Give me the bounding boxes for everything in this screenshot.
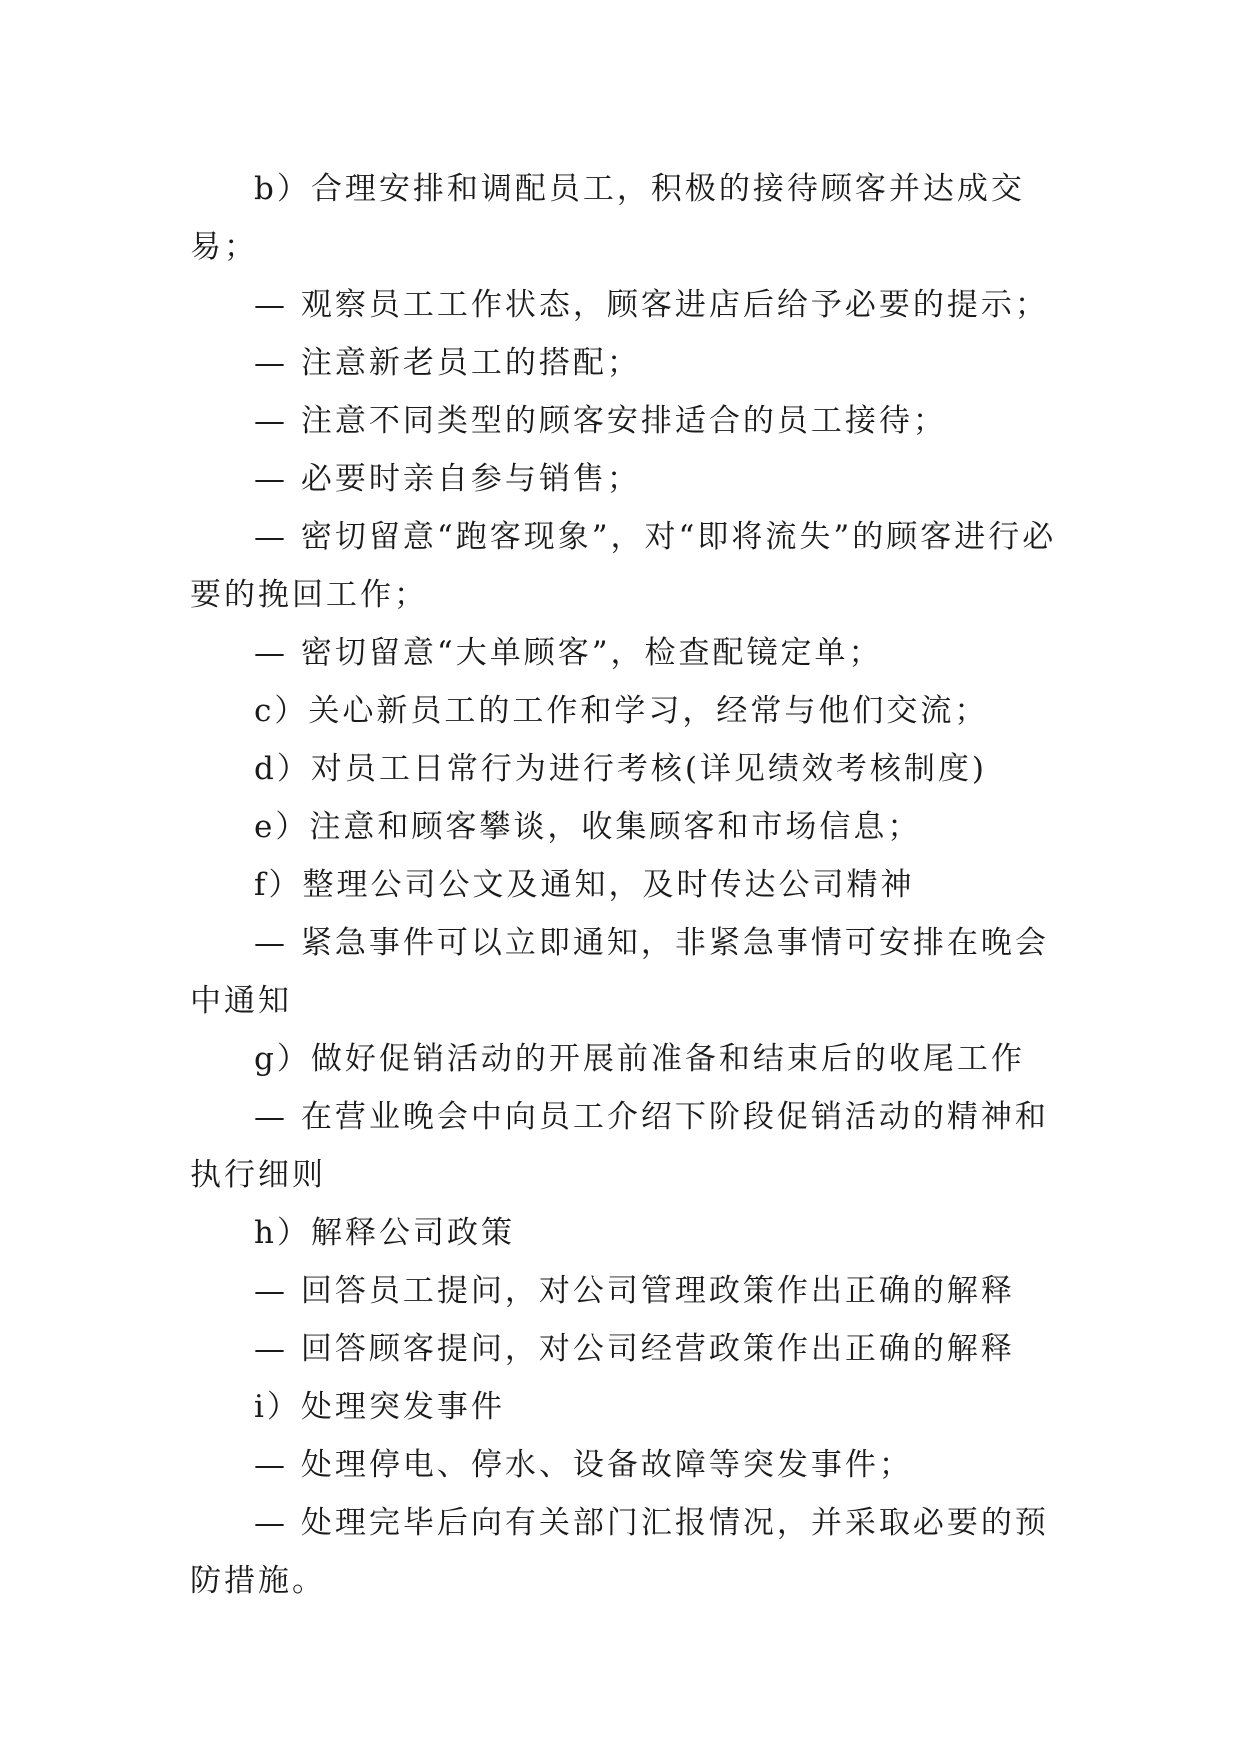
list-item-big-orders: — 密切留意“大单顾客”，检查配镜定单；	[254, 635, 883, 671]
list-item-promo-briefing: — 在营业晚会中向员工介绍下阶段促销活动的精神和执行细则	[190, 1099, 1049, 1193]
list-item-urgent-notice: — 紧急事件可以立即通知，非紧急事情可安排在晚会中通知	[190, 925, 1049, 1019]
list-item-staff-questions: — 回答员工提问，对公司管理政策作出正确的解释	[254, 1273, 1015, 1309]
list-item-customer-questions: — 回答顾客提问，对公司经营政策作出正确的解释	[254, 1331, 1015, 1367]
paragraph-b: b）合理安排和调配员工，积极的接待顾客并达成交易；	[190, 171, 1025, 265]
document-body	[190, 160, 1060, 1610]
list-item-customer-types: — 注意不同类型的顾客安排适合的员工接待；	[254, 403, 947, 439]
paragraph-i: i）处理突发事件	[254, 1389, 505, 1425]
list-item-report-prevention: — 处理完毕后向有关部门汇报情况，并采取必要的预防措施。	[190, 1505, 1049, 1599]
list-item-pair-staff: — 注意新老员工的搭配；	[254, 345, 641, 381]
paragraph-h: h）解释公司政策	[254, 1215, 515, 1251]
list-item-join-sales: — 必要时亲自参与销售；	[254, 461, 641, 497]
paragraph-e: e）注意和顾客攀谈，收集顾客和市场信息；	[254, 809, 922, 845]
list-item-lost-customers: — 密切留意“跑客现象”，对“即将流失”的顾客进行必要的挽回工作；	[190, 519, 1057, 613]
paragraph-f: f）整理公司公文及通知，及时传达公司精神	[254, 867, 915, 903]
list-item-outages: — 处理停电、停水、设备故障等突发事件；	[254, 1447, 913, 1483]
paragraph-c: c）关心新员工的工作和学习，经常与他们交流；	[254, 693, 989, 729]
list-item-observe-staff: — 观察员工工作状态，顾客进店后给予必要的提示；	[254, 287, 1049, 323]
paragraph-g: g）做好促销活动的开展前准备和结束后的收尾工作	[254, 1041, 1025, 1077]
paragraph-d: d）对员工日常行为进行考核(详见绩效考核制度)	[254, 751, 988, 787]
